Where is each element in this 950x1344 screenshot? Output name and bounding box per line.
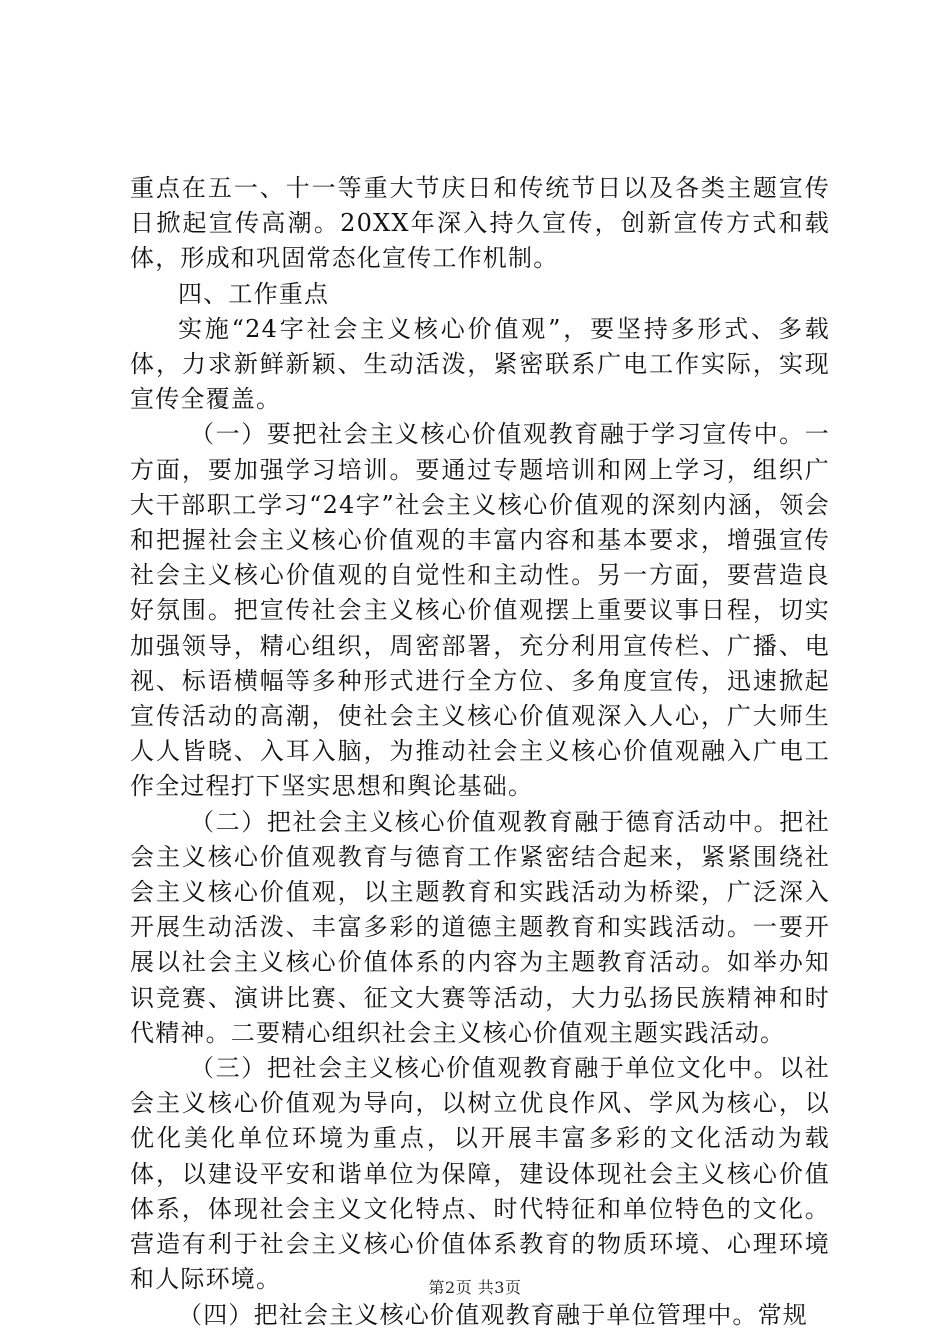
paragraph-continuation: 重点在五一、十一等重大节庆日和传统节日以及各类主题宣传日掀起宣传高潮。20XX年深入持久宣传，创新宣传方式和载体，形成和巩固常态化宣传工作机制。 [130,174,830,273]
paragraph-intro: 实施“24字社会主义核心价值观”，要坚持多形式、多载体，力求新鲜新颖、生动活泼，紧密联系广电工作实际，实现宣传全覆盖。 [130,314,830,414]
paragraph-item-4: （四）把社会主义核心价值观教育融于单位管理中。常规 [178,1300,808,1329]
section-heading-work-focus: 四、工作重点 [178,279,330,308]
paragraph-item-1: （一）要把社会主义核心价值观教育融于学习宣传中。一方面，要加强学习培训。要通过专题培训和网上学习，组织广大干部职工学习“24字”社会主义核心价值观的深刻内涵，领会和把握社会主义核心价值观的丰富内容和基本要求，增强宣传社会主义核心价值观的自觉性和主动性。另一方面，要营造良好氛围。把宣传社会主义核心价值观摆上重要议事日程，切实加强领导，精心组织，周密部署，充分利用宣传栏、广播、电视、标语横幅等多种形式进行全方位、多角度宣传，迅速掀起宣传活动的高潮，使社会主义核心价值观深入人心，广大师生人人皆晓、入耳入脑，为推动社会主义核心价值观融入广电工作全过程打下坚实思想和舆论基础。 [130,420,830,801]
paragraph-item-2: （二）把社会主义核心价值观教育融于德育活动中。把社会主义核心价值观教育与德育工作紧密结合起来，紧紧围绕社会主义核心价值观，以主题教育和实践活动为桥梁，广泛深入开展生动活泼、丰富多彩的道德主题教育和实践活动。一要开展以社会主义核心价值体系的内容为主题教育活动。如举办知识竞赛、演讲比赛、征文大赛等活动，大力弘扬民族精神和时代精神。二要精心组织社会主义核心价值观主题实践活动。 [130,807,830,1047]
document-body [130,171,830,1333]
paragraph-item-3: （三）把社会主义核心价值观教育融于单位文化中。以社会主义核心价值观为导向，以树立优良作风、学风为核心，以优化美化单位环境为重点，以开展丰富多彩的文化活动为载体，以建设平安和谐单位为保障，建设体现社会主义核心价值体系，体现社会主义文化特点、时代特征和单位特色的文化。营造有利于社会主义核心价值体系教育的物质环境、心理环境和人际环境。 [130,1054,830,1294]
page-number-footer: 第2页 共3页 [428,1278,522,1297]
